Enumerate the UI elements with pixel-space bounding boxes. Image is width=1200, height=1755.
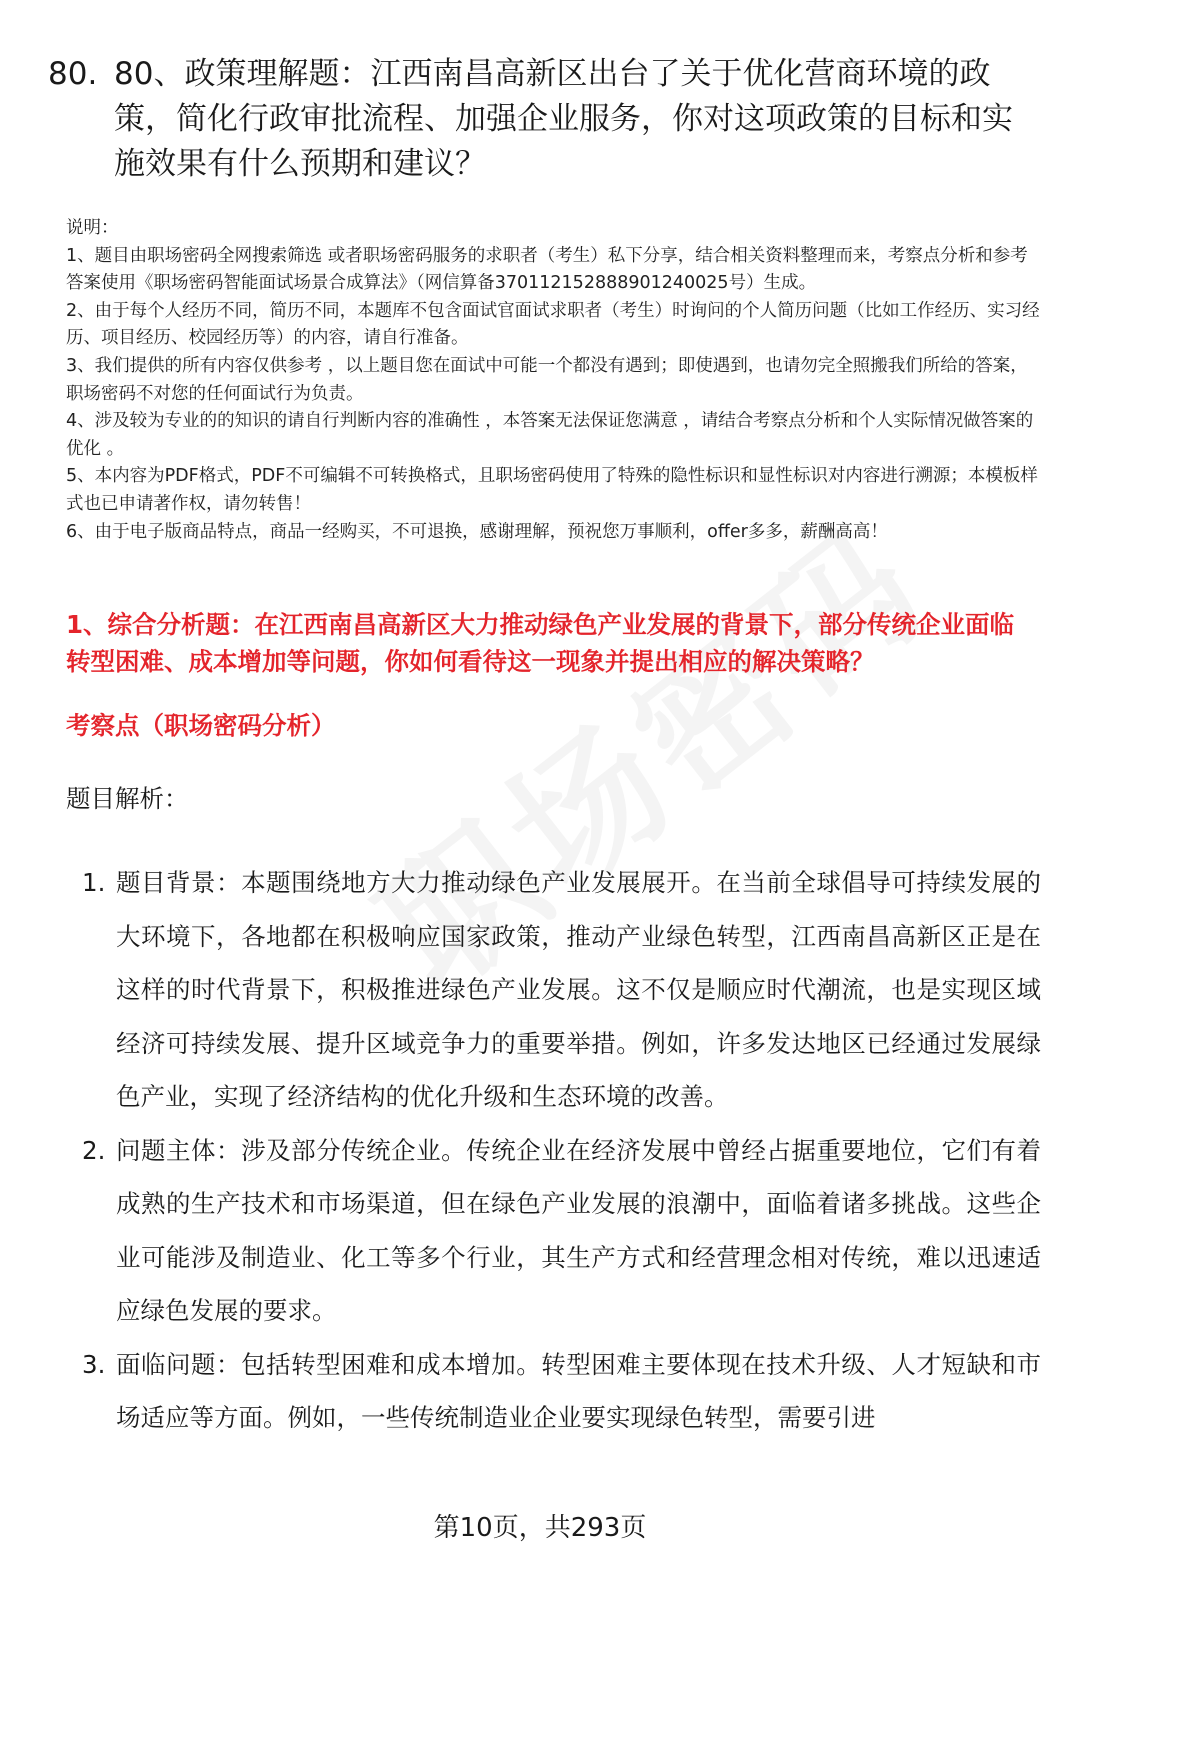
section-subtitle: 考察点（职场密码分析） <box>66 711 336 740</box>
list-item-number: 3. <box>82 1349 106 1379</box>
notes-heading: 说明： <box>66 218 119 238</box>
list-item <box>66 856 1041 1124</box>
note-item: 1、题目由职场密码全网搜索筛选 或者职场密码服务的求职者（考生）私下分享，结合相关资料整理而来，考察点分析和参考答案使用《职场密码智能面试场景合成算法》（网信算备370112152888901240025号）生成。 <box>66 245 1028 294</box>
note-item: 6、由于电子版商品特点，商品一经购买，不可退换，感谢理解，预祝您万事顺利，offer多多，薪酬高高！ <box>66 521 888 542</box>
list-item-number: 1. <box>82 868 106 897</box>
note-item: 4、涉及较为专业的的知识的请自行判断内容的准确性 ，本答案无法保证您满意 ，请结合考察点分析和个人实际情况做答案的优化 。 <box>66 411 1034 459</box>
note-item: 2、由于每个人经历不同，简历不同，本题库不包含面试官面试求职者（考生）时询问的个人简历问题（比如工作经历、实习经历、项目经历、校园经历等）的内容，请自行准备。 <box>66 300 1040 349</box>
notes-section <box>66 215 1041 546</box>
question-header <box>48 52 1038 187</box>
analysis-list <box>66 856 1041 1445</box>
note-item: 5、本内容为PDF格式，PDF不可编辑不可转换格式，且职场密码使用了特殊的隐性标识和显性标识对内容进行溯源；本模板样式也已申请著作权，请勿转售！ <box>66 466 1038 514</box>
list-item <box>66 1124 1041 1338</box>
list-item-text: 问题主体：涉及部分传统企业。传统企业在经济发展中曾经占据重要地位，它们有着成熟的生产技术和市场渠道，但在绿色产业发展的浪潮中，面临着诸多挑战。这些企业可能涉及制造业、化工等多个行业，其生产方式和经营理念相对传统，难以迅速适应绿色发展的要求。 <box>116 1135 1041 1325</box>
list-item-text: 面临问题：包括转型困难和成本增加。转型困难主要体现在技术升级、人才短缺和市场适应等方面。例如，一些传统制造业企业要实现绿色转型，需要引进 <box>116 1349 1041 1432</box>
list-item <box>66 1338 1041 1445</box>
question-number: 80. <box>48 56 98 92</box>
page-footer: 第10页，共293页 <box>433 1513 647 1543</box>
section-title: 1、综合分析题：在江西南昌高新区大力推动绿色产业发展的背景下，部分传统企业面临转型困难、成本增加等问题，你如何看待这一现象并提出相应的解决策略？ <box>66 610 1015 676</box>
question-text: 80、政策理解题：江西南昌高新区出台了关于优化营商环境的政策，简化行政审批流程、加强企业服务，你对这项政策的目标和实施效果有什么预期和建议？ <box>114 56 1013 182</box>
list-item-text: 题目背景：本题围绕地方大力推动绿色产业发展展开。在当前全球倡导可持续发展的大环境下，各地都在积极响应国家政策，推动产业绿色转型，江西南昌高新区正是在这样的时代背景下，积极推进绿色产业发展。这不仅是顺应时代潮流，也是实现区域经济可持续发展、提升区域竞争力的重要举措。例如，许多发达地区已经通过发展绿色产业，实现了经济结构的优化升级和生态环境的改善。 <box>116 868 1041 1111</box>
list-item-number: 2. <box>82 1135 106 1165</box>
note-item: 3、我们提供的所有内容仅供参考 ，以上题目您在面试中可能一个都没有遇到；即使遇到，也请勿完全照搬我们所给的答案，职场密码不对您的任何面试行为负责。 <box>66 355 1028 404</box>
analysis-label: 题目解析： <box>66 784 189 813</box>
